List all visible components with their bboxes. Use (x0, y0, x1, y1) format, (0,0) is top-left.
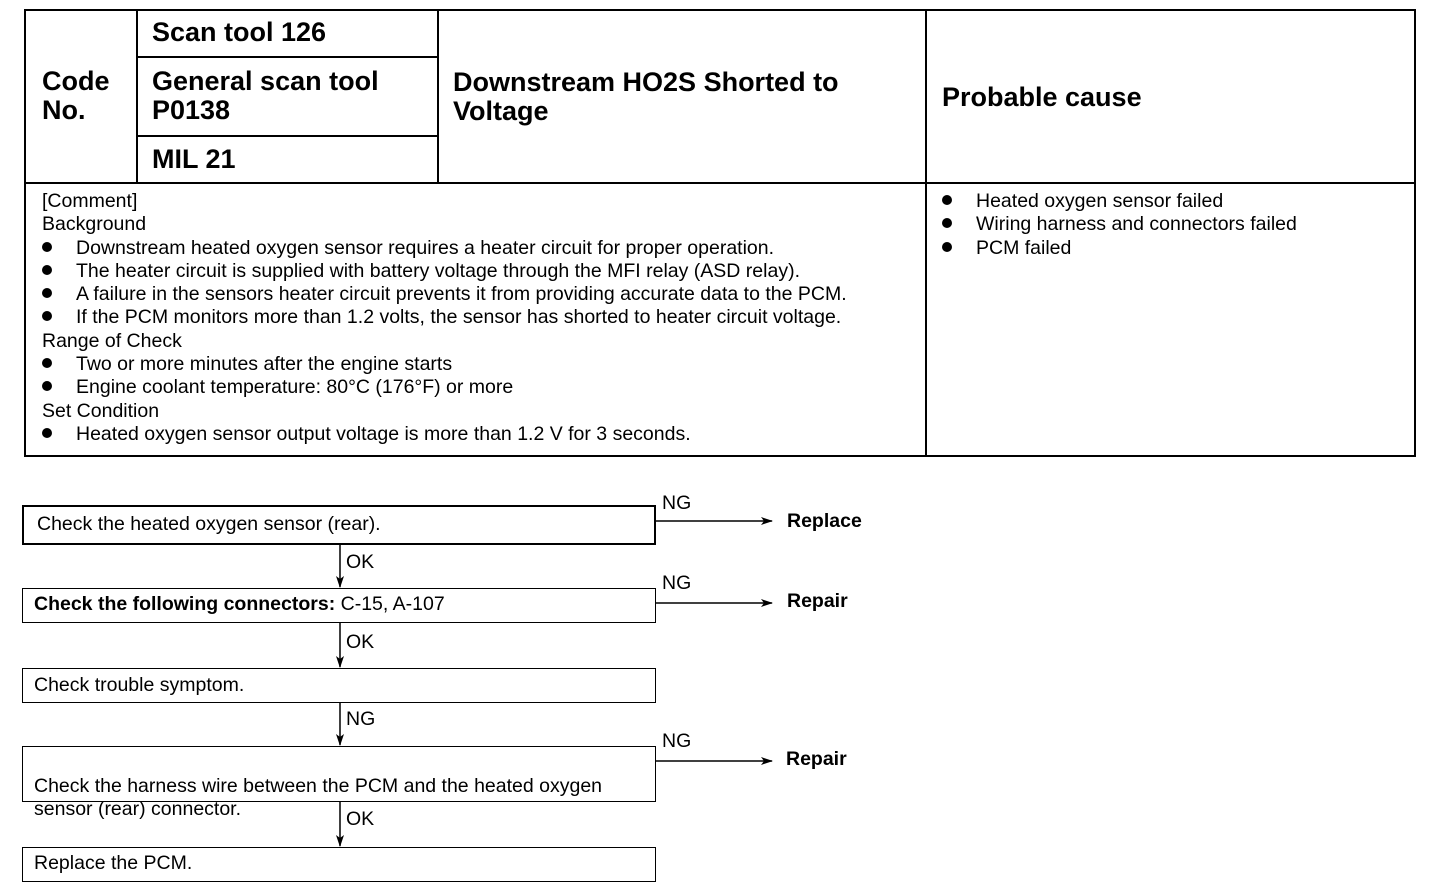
ng-label: NG (346, 708, 376, 730)
comment-line-text: Range of Check (42, 329, 182, 352)
ok-label: OK (346, 551, 375, 573)
scan-tool-code: Scan tool 126 (152, 17, 327, 47)
ng-label: NG (662, 572, 692, 594)
action-repair: Repair (786, 748, 847, 770)
comment-line-text: Background (42, 213, 147, 236)
ok-label: OK (346, 631, 375, 653)
probable-cause-label: Probable cause (942, 82, 1142, 112)
ok-label: OK (346, 808, 375, 830)
flow-step-text: Check trouble symptom. (34, 674, 245, 696)
mil-code: MIL 21 (152, 144, 236, 174)
general-scan-tool-code: General scan tool P0138 (152, 66, 379, 125)
comment-line-text: Engine coolant temperature: 80°C (176°F) or more (76, 376, 514, 399)
flow-step-text: Check the heated oxygen sensor (rear). (37, 513, 381, 535)
flow-step-bold-text: Check the following connectors: (34, 593, 336, 615)
dtc-title: Downstream HO2S Shorted to Voltage (453, 67, 839, 126)
flow-step-text: C-15, A-107 (335, 593, 445, 615)
probable-cause-text: Wiring harness and connectors failed (976, 213, 1297, 236)
comment-line-text: [Comment] (42, 190, 138, 212)
action-replace: Replace (787, 510, 862, 532)
comment-line-text: A failure in the sensors heater circuit prevents it from providing accurate data to the PCM. (76, 283, 847, 306)
probable-cause-text: PCM failed (976, 236, 1072, 259)
comment-line-text: Set Condition (42, 399, 160, 422)
comment-line-text: The heater circuit is supplied with battery voltage through the MFI relay (ASD relay). (76, 259, 800, 282)
comment-line-text: Downstream heated oxygen sensor requires a heater circuit for proper operation. (76, 236, 775, 259)
code-no-label: Code No. (42, 66, 110, 125)
ng-label: NG (662, 492, 692, 514)
action-repair: Repair (787, 590, 848, 612)
comment-line-text: Two or more minutes after the engine starts (76, 353, 453, 376)
probable-cause-text: Heated oxygen sensor failed (976, 190, 1224, 212)
comment-line-text: Heated oxygen sensor output voltage is more than 1.2 V for 3 seconds. (76, 422, 691, 445)
comment-line-text: If the PCM monitors more than 1.2 volts, the sensor has shorted to heater circuit voltage. (76, 306, 842, 329)
ng-label: NG (662, 730, 692, 752)
flow-step-text: Check the harness wire between the PCM and the heated oxygen sensor (rear) connector. (34, 774, 603, 820)
flow-step-text: Replace the PCM. (34, 852, 193, 874)
